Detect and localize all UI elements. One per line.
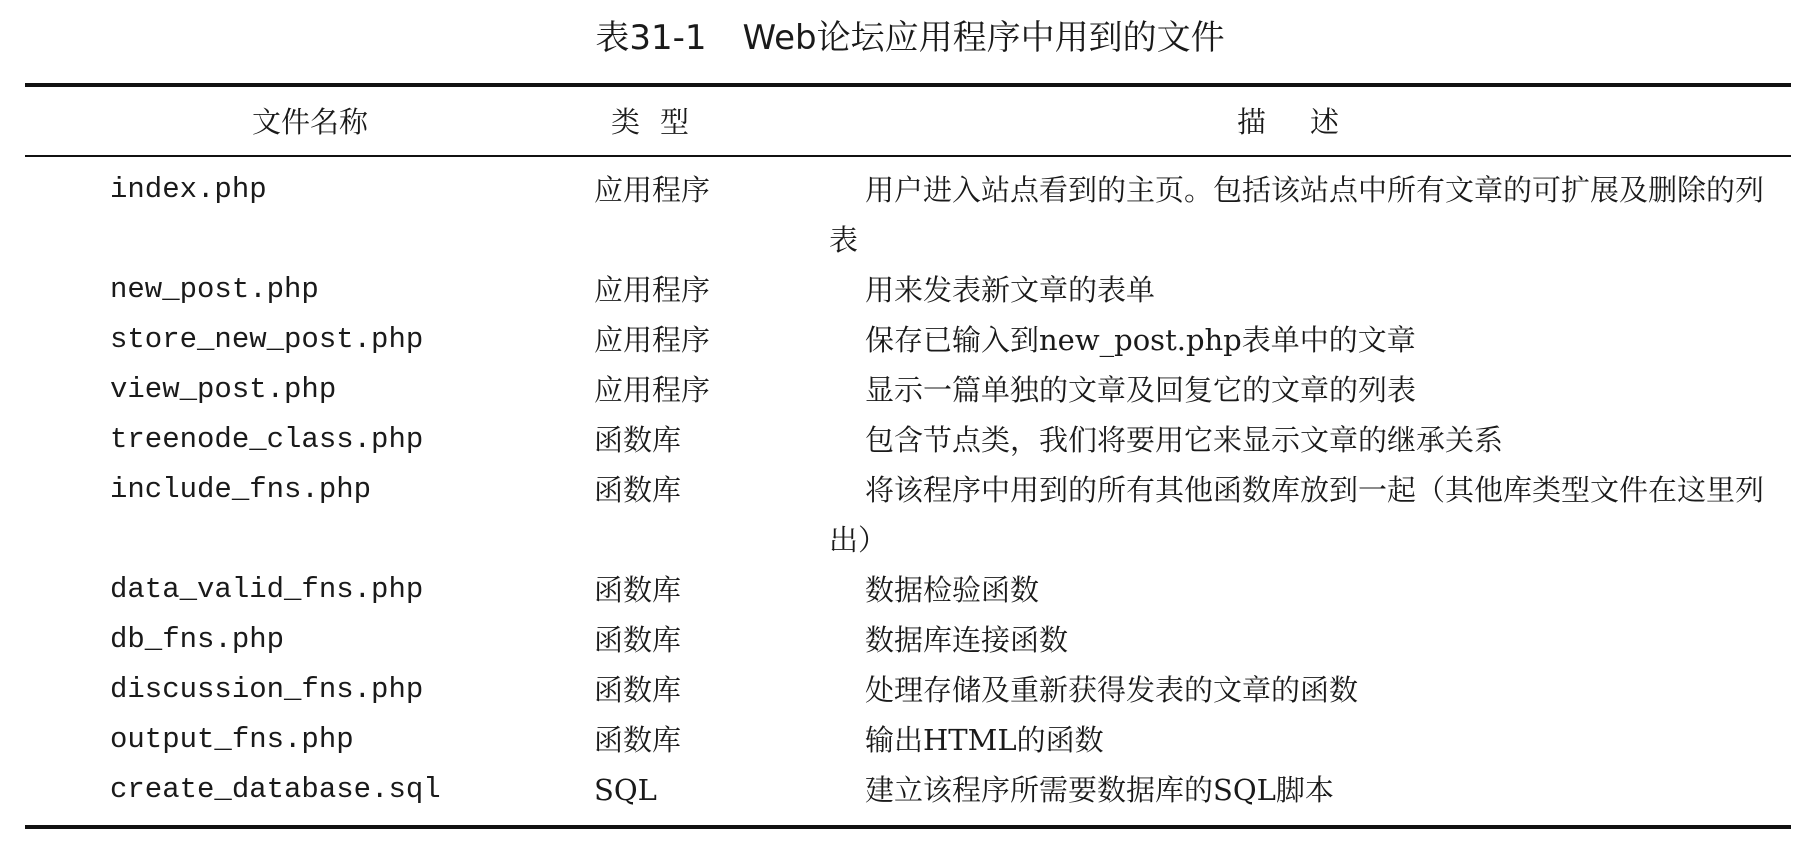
top-rule: [25, 83, 1791, 87]
file-name-cell: db_fns.php: [110, 623, 285, 656]
header-description: 描述: [1236, 105, 1383, 139]
type-cell: 应用程序: [594, 273, 711, 307]
bottom-rule: [25, 825, 1791, 829]
description-cell: 数据检验函数: [865, 573, 1040, 607]
table-row: [0, 315, 1820, 365]
table-row: [0, 565, 1820, 615]
type-cell: 函数库: [594, 673, 682, 707]
file-name-cell: output_fns.php: [110, 723, 354, 756]
description-cell: 用来发表新文章的表单: [865, 273, 1156, 307]
file-name-cell: create_database.sql: [110, 773, 441, 806]
description-cell: 建立该程序所需要数据库的SQL脚本: [865, 773, 1334, 807]
file-name-cell: new_post.php: [110, 273, 319, 306]
table-row: [0, 615, 1820, 665]
description-cell: 处理存储及重新获得发表的文章的函数: [865, 673, 1359, 707]
file-name-cell: index.php: [110, 173, 267, 206]
table-header: [0, 97, 1820, 147]
description-cell: 保存已输入到new_post.php表单中的文章: [865, 323, 1416, 357]
table-row: [0, 165, 1820, 265]
table-row: [0, 665, 1820, 715]
table-row: [0, 765, 1820, 815]
description-cell: 数据库连接函数: [865, 623, 1069, 657]
file-name-cell: view_post.php: [110, 373, 337, 406]
description-cell: 包含节点类，我们将要用它来显示文章的继承关系: [865, 423, 1504, 457]
type-cell: SQL: [594, 773, 657, 807]
type-cell: 应用程序: [594, 373, 711, 407]
type-cell: 函数库: [594, 423, 682, 457]
type-cell: 函数库: [594, 623, 682, 657]
table-row: [0, 465, 1820, 565]
file-name-cell: store_new_post.php: [110, 323, 424, 356]
description-cell: 输出HTML的函数: [865, 723, 1104, 757]
type-cell: 函数库: [594, 723, 682, 757]
file-name-cell: include_fns.php: [110, 473, 372, 506]
type-cell: 应用程序: [594, 323, 711, 357]
description-cell: 将该程序中用到的所有其他函数库放到一起（其他库类型文件在这里列出）: [829, 473, 1765, 557]
file-name-cell: treenode_class.php: [110, 423, 424, 456]
header-type: 类型: [610, 105, 709, 139]
type-cell: 函数库: [594, 473, 682, 507]
table-caption: [0, 14, 1820, 62]
table-row: [0, 415, 1820, 465]
table-body: [0, 165, 1820, 815]
table-row: [0, 365, 1820, 415]
table-title: Web论坛应用程序中用到的文件: [742, 18, 1225, 58]
header-rule: [25, 155, 1791, 157]
file-name-cell: discussion_fns.php: [110, 673, 424, 706]
type-cell: 应用程序: [594, 173, 711, 207]
header-file-name: 文件名称: [251, 105, 368, 139]
table-row: [0, 715, 1820, 765]
description-cell: 显示一篇单独的文章及回复它的文章的列表: [865, 373, 1417, 407]
table-row: [0, 265, 1820, 315]
description-cell: 用户进入站点看到的主页。包括该站点中所有文章的可扩展及删除的列表: [829, 173, 1765, 257]
table-number: 表31-1: [595, 18, 707, 58]
file-name-cell: data_valid_fns.php: [110, 573, 424, 606]
type-cell: 函数库: [594, 573, 682, 607]
